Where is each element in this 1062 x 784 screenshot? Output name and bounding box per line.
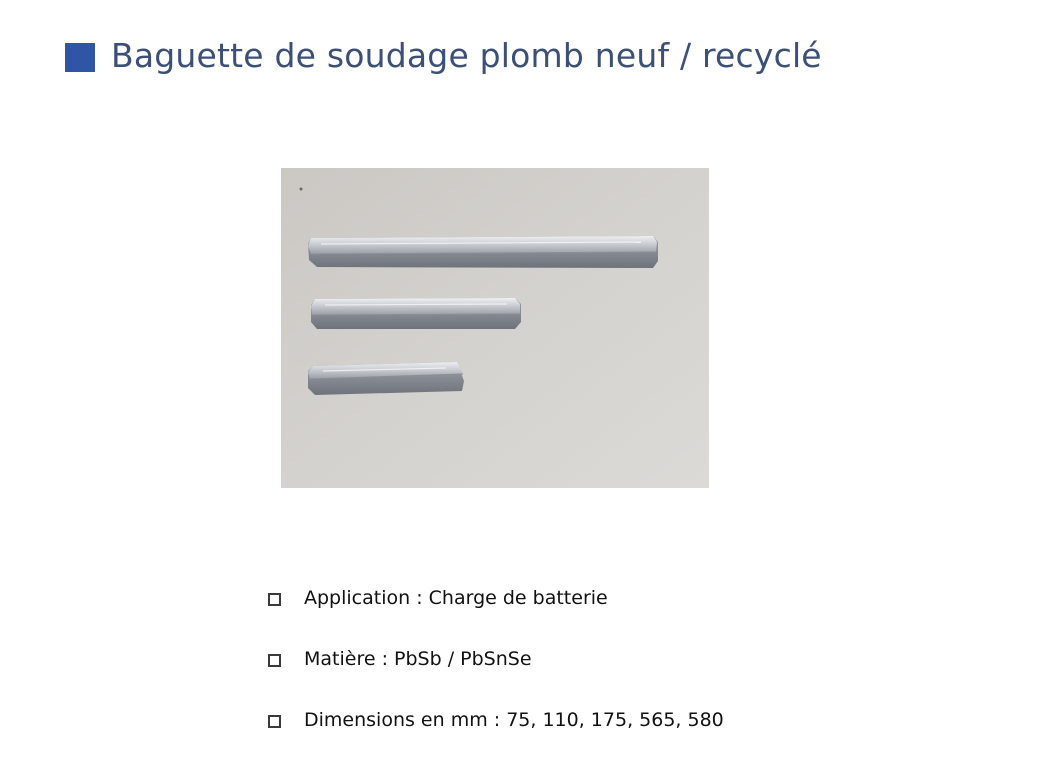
welding-rods-image xyxy=(281,168,709,488)
rod-long xyxy=(308,236,658,268)
welding-rods-photo xyxy=(281,168,709,488)
bullet-text-matiere: Matière : PbSb / PbSnSe xyxy=(304,648,532,670)
checkbox-icon xyxy=(268,593,281,606)
checkbox-icon xyxy=(268,715,281,728)
rod-medium xyxy=(311,298,521,329)
title-accent-square xyxy=(65,43,95,72)
bullet-text-dimensions: Dimensions en mm : 75, 110, 175, 565, 580 xyxy=(304,709,724,731)
rod-short xyxy=(308,362,464,395)
bullet-text-application: Application : Charge de batterie xyxy=(304,587,608,609)
slide-title: Baguette de soudage plomb neuf / recyclé xyxy=(111,36,822,75)
checkbox-icon xyxy=(268,654,281,667)
